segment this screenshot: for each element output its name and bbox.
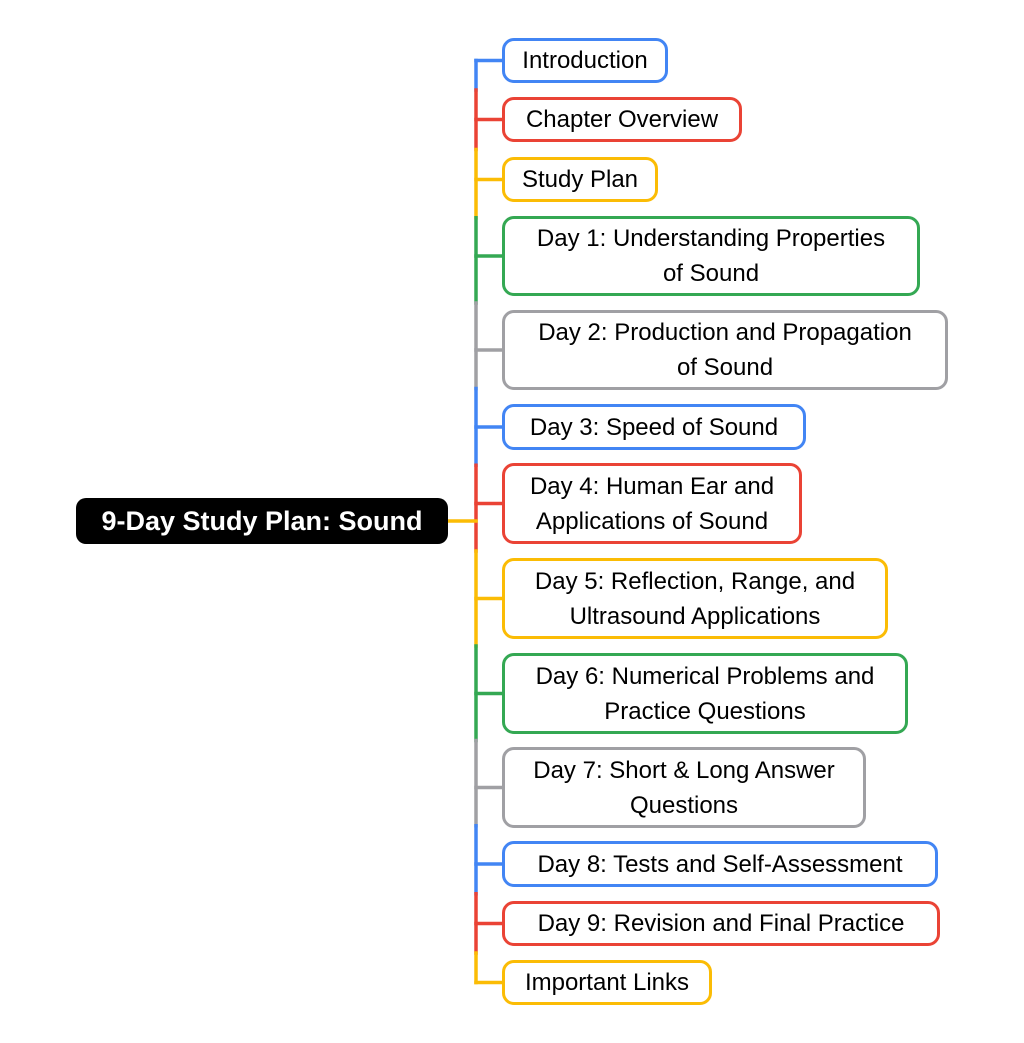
node-line: Applications of Sound	[535, 507, 769, 535]
node-day-5[interactable]	[502, 558, 888, 639]
node-line: Ultrasound Applications	[569, 602, 821, 630]
root-node[interactable]	[76, 498, 448, 544]
node-line: Day 9: Revision and Final Practice	[537, 910, 905, 937]
node-study-plan[interactable]	[502, 157, 658, 202]
node-day-1[interactable]	[502, 216, 920, 296]
node-line: Day 1: Understanding Properties	[536, 225, 886, 252]
node-day-4[interactable]	[502, 463, 802, 544]
node-day-9[interactable]	[502, 901, 940, 946]
node-line: Introduction	[522, 47, 648, 74]
node-line: Important Links	[524, 969, 690, 996]
node-line: Day 6: Numerical Problems and	[535, 662, 875, 690]
node-line: Day 5: Reflection, Range, and	[534, 567, 856, 595]
node-line: Study Plan	[521, 166, 639, 193]
node-line: of Sound	[676, 354, 774, 381]
node-line: Day 4: Human Ear and	[529, 472, 775, 500]
node-day-6[interactable]	[502, 653, 908, 734]
node-day-8[interactable]	[502, 841, 938, 887]
node-line: Practice Questions	[604, 697, 806, 725]
root-node-label: 9-Day Study Plan: Sound	[101, 505, 423, 536]
node-day-2[interactable]	[502, 310, 948, 390]
node-line: Day 7: Short & Long Answer	[533, 756, 835, 784]
node-line: Day 2: Production and Propagation	[538, 319, 912, 346]
node-introduction[interactable]	[502, 38, 668, 83]
node-day-7[interactable]	[502, 747, 866, 828]
node-line: Chapter Overview	[525, 106, 719, 133]
node-chapter-overview[interactable]	[502, 97, 742, 142]
node-line: of Sound	[662, 260, 760, 287]
node-important-links[interactable]	[502, 960, 712, 1005]
node-day-3[interactable]	[502, 404, 806, 450]
node-line: Day 3: Speed of Sound	[529, 413, 779, 441]
node-line: Day 8: Tests and Self-Assessment	[537, 850, 903, 878]
node-line: Questions	[629, 791, 739, 819]
